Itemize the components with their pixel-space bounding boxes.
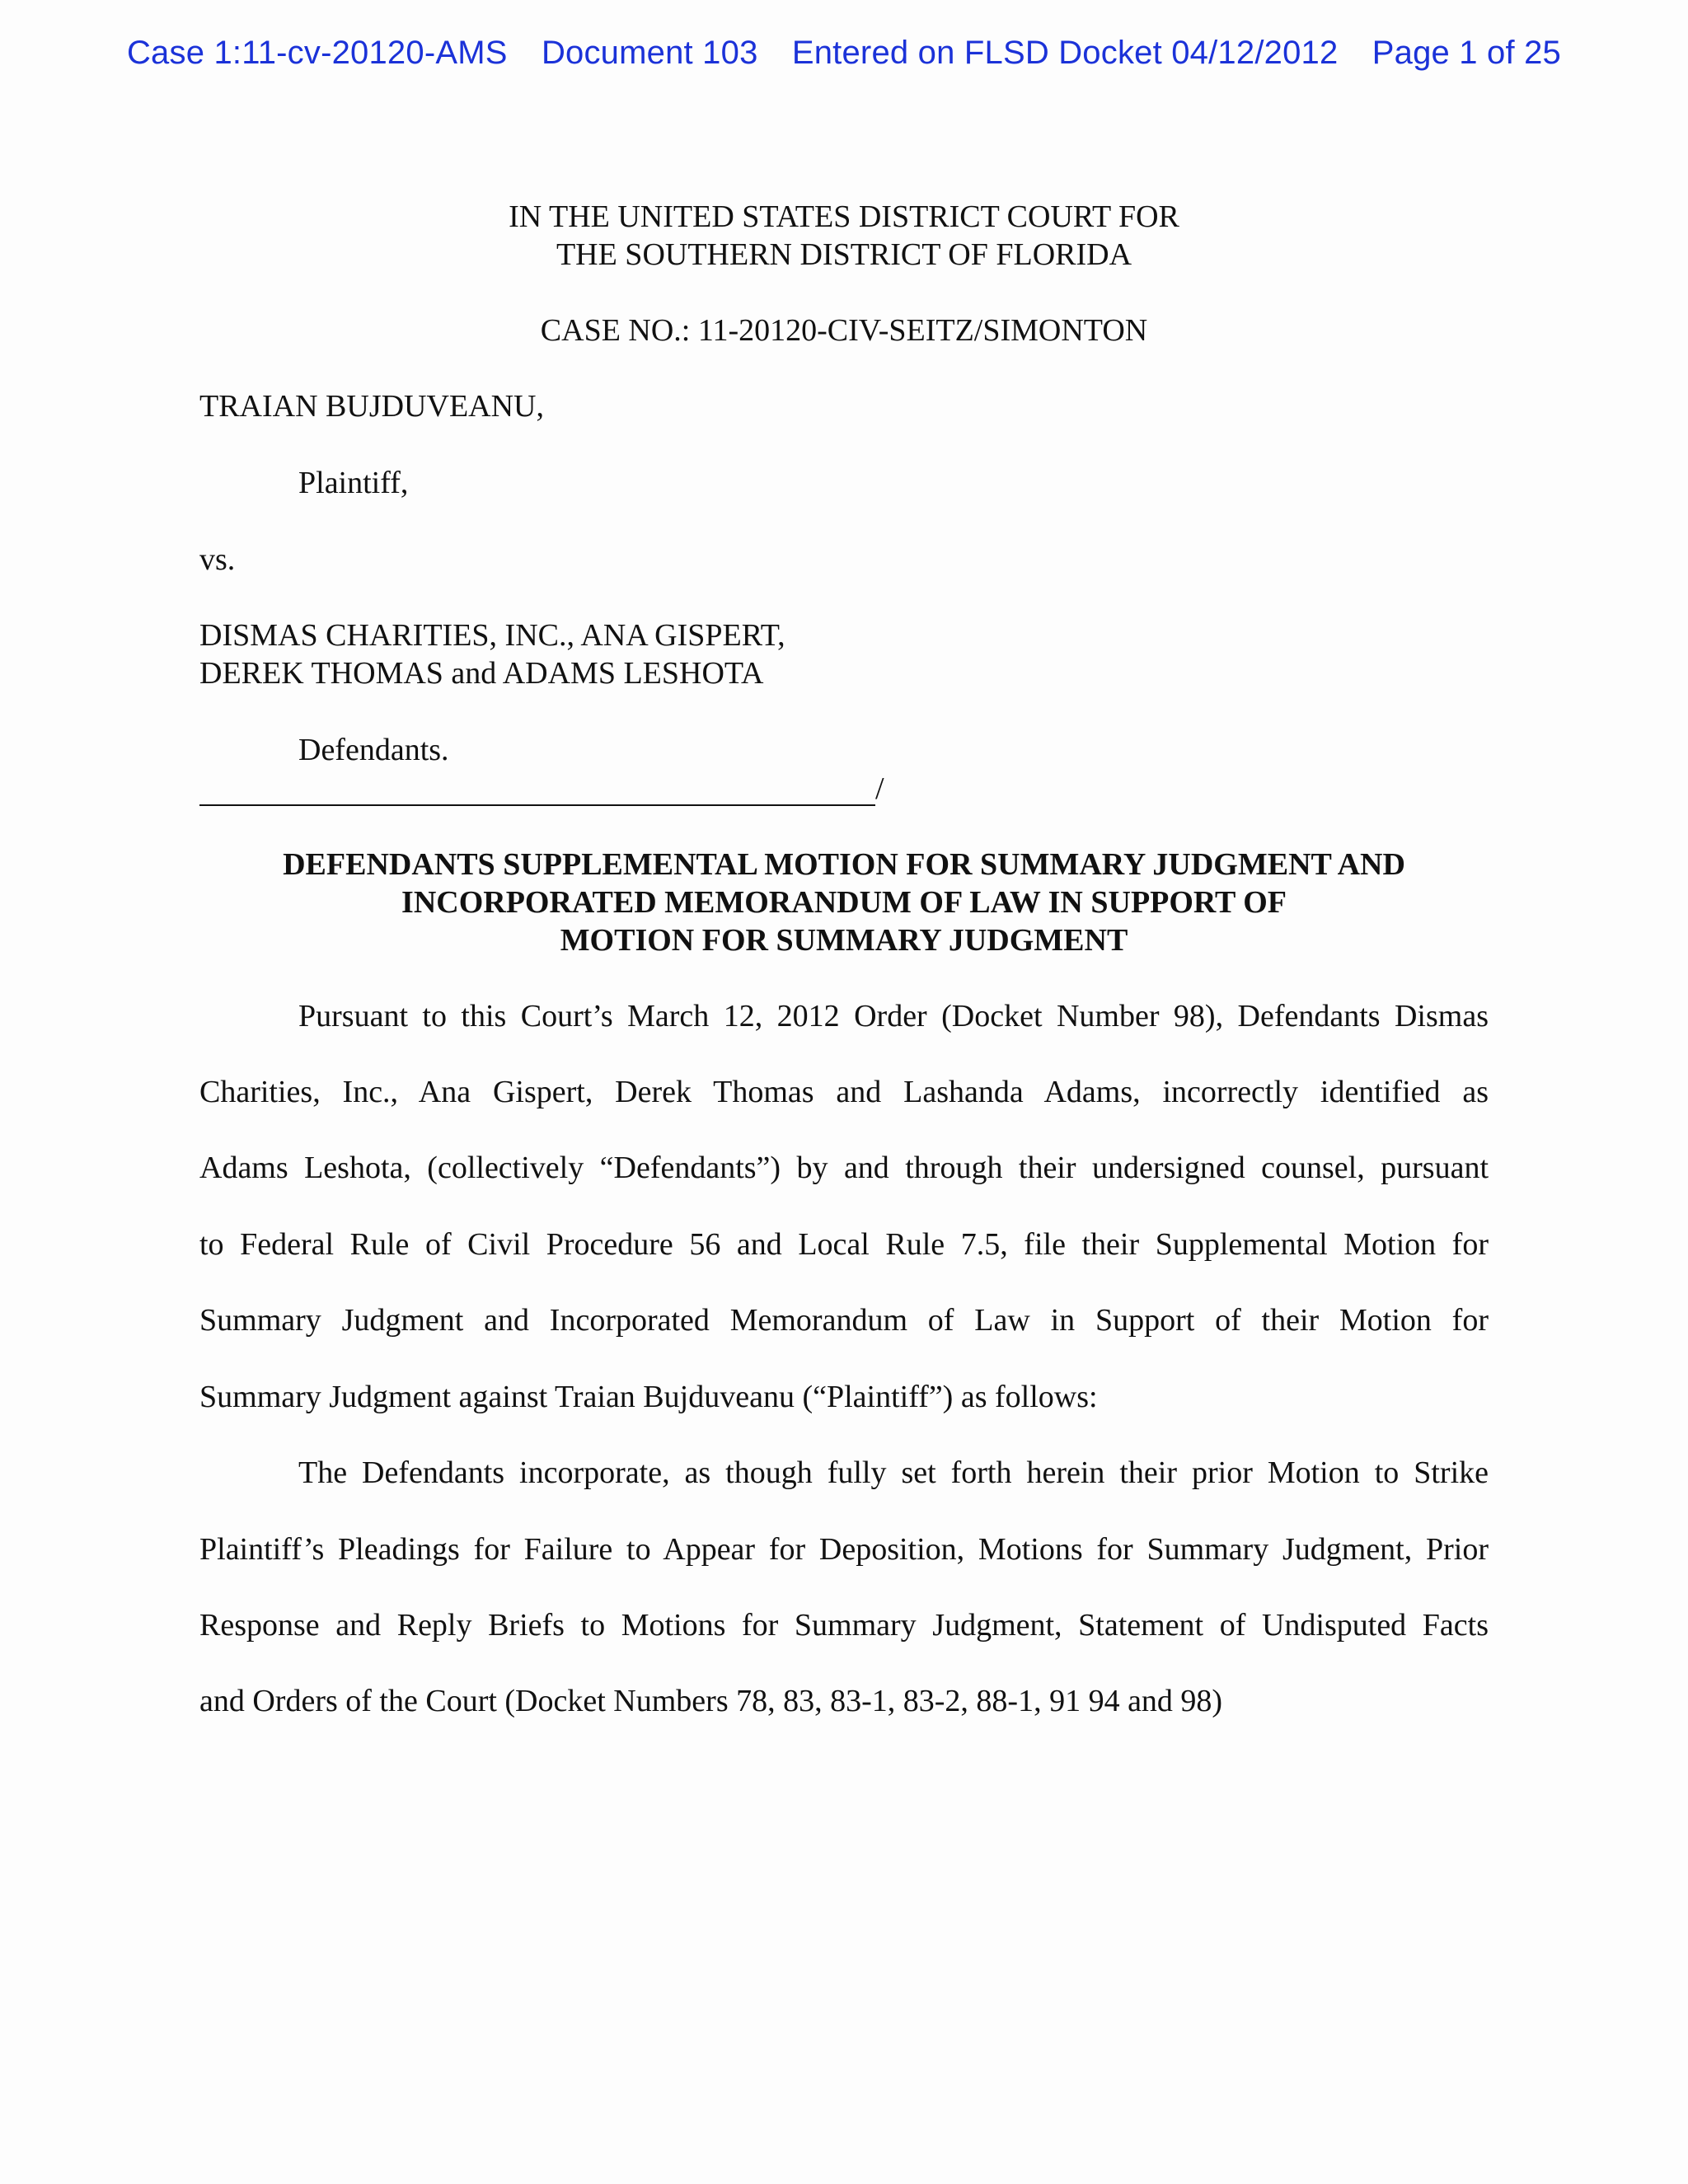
plaintiff-name: TRAIAN BUJDUVEANU, bbox=[199, 389, 544, 424]
paragraph-2-line: The Defendants incorporate, as though fully set forth herein their prior Motion to Strike bbox=[298, 1455, 1489, 1490]
versus-label: vs. bbox=[199, 542, 236, 577]
court-name-line-2: THE SOUTHERN DISTRICT OF FLORIDA bbox=[556, 237, 1132, 272]
plaintiff-label: Plaintiff, bbox=[298, 466, 409, 500]
paragraph-1-line: Summary Judgment against Traian Bujduveanu (“Plaintiff”) as follows: bbox=[199, 1380, 1098, 1414]
docket-entered-date: Entered on FLSD Docket 04/12/2012 bbox=[791, 35, 1339, 71]
docket-stamp-header bbox=[0, 35, 1688, 72]
paragraph-1-line: Summary Judgment and Incorporated Memorandum of Law in Support of their Motion for bbox=[199, 1303, 1489, 1338]
paragraph-1-line: Charities, Inc., Ana Gispert, Derek Thomas and Lashanda Adams, incorrectly identified as bbox=[199, 1075, 1489, 1109]
paragraph-2-line: Plaintiff’s Pleadings for Failure to Appear for Deposition, Motions for Summary Judgment, Prior bbox=[199, 1532, 1489, 1567]
docket-document-number: Document 103 bbox=[541, 35, 758, 71]
defendants-names-line-2: DEREK THOMAS and ADAMS LESHOTA bbox=[199, 656, 764, 691]
court-name-line-1: IN THE UNITED STATES DISTRICT COURT FOR bbox=[509, 199, 1179, 234]
caption-divider bbox=[199, 804, 875, 806]
motion-title-line-3: MOTION FOR SUMMARY JUDGMENT bbox=[560, 923, 1128, 958]
paragraph-2-line: Response and Reply Briefs to Motions for Summary Judgment, Statement of Undisputed Facts bbox=[199, 1608, 1489, 1643]
paragraph-1-line: to Federal Rule of Civil Procedure 56 and Local Rule 7.5, file their Supplemental Motion for bbox=[199, 1227, 1489, 1262]
case-number: CASE NO.: 11-20120-CIV-SEITZ/SIMONTON bbox=[540, 313, 1148, 348]
docket-case-number: Case 1:11-cv-20120-AMS bbox=[126, 35, 508, 71]
motion-title-line-2: INCORPORATED MEMORANDUM OF LAW IN SUPPORT OF bbox=[401, 885, 1287, 920]
paragraph-2-line: and Orders of the Court (Docket Numbers 78, 83, 83-1, 83-2, 88-1, 91 94 and 98) bbox=[199, 1684, 1223, 1718]
paragraph-1-line: Adams Leshota, (collectively “Defendants”) by and through their undersigned counsel, pursuant bbox=[199, 1151, 1489, 1185]
defendants-names-line-1: DISMAS CHARITIES, INC., ANA GISPERT, bbox=[199, 618, 785, 653]
paragraph-1-line: Pursuant to this Court’s March 12, 2012 Order (Docket Number 98), Defendants Dismas bbox=[298, 999, 1489, 1033]
caption-slash: / bbox=[875, 771, 884, 806]
defendants-label: Defendants. bbox=[298, 733, 449, 767]
motion-title-line-1: DEFENDANTS SUPPLEMENTAL MOTION FOR SUMMARY JUDGMENT AND bbox=[283, 847, 1405, 882]
docket-page-number: Page 1 of 25 bbox=[1372, 35, 1562, 71]
